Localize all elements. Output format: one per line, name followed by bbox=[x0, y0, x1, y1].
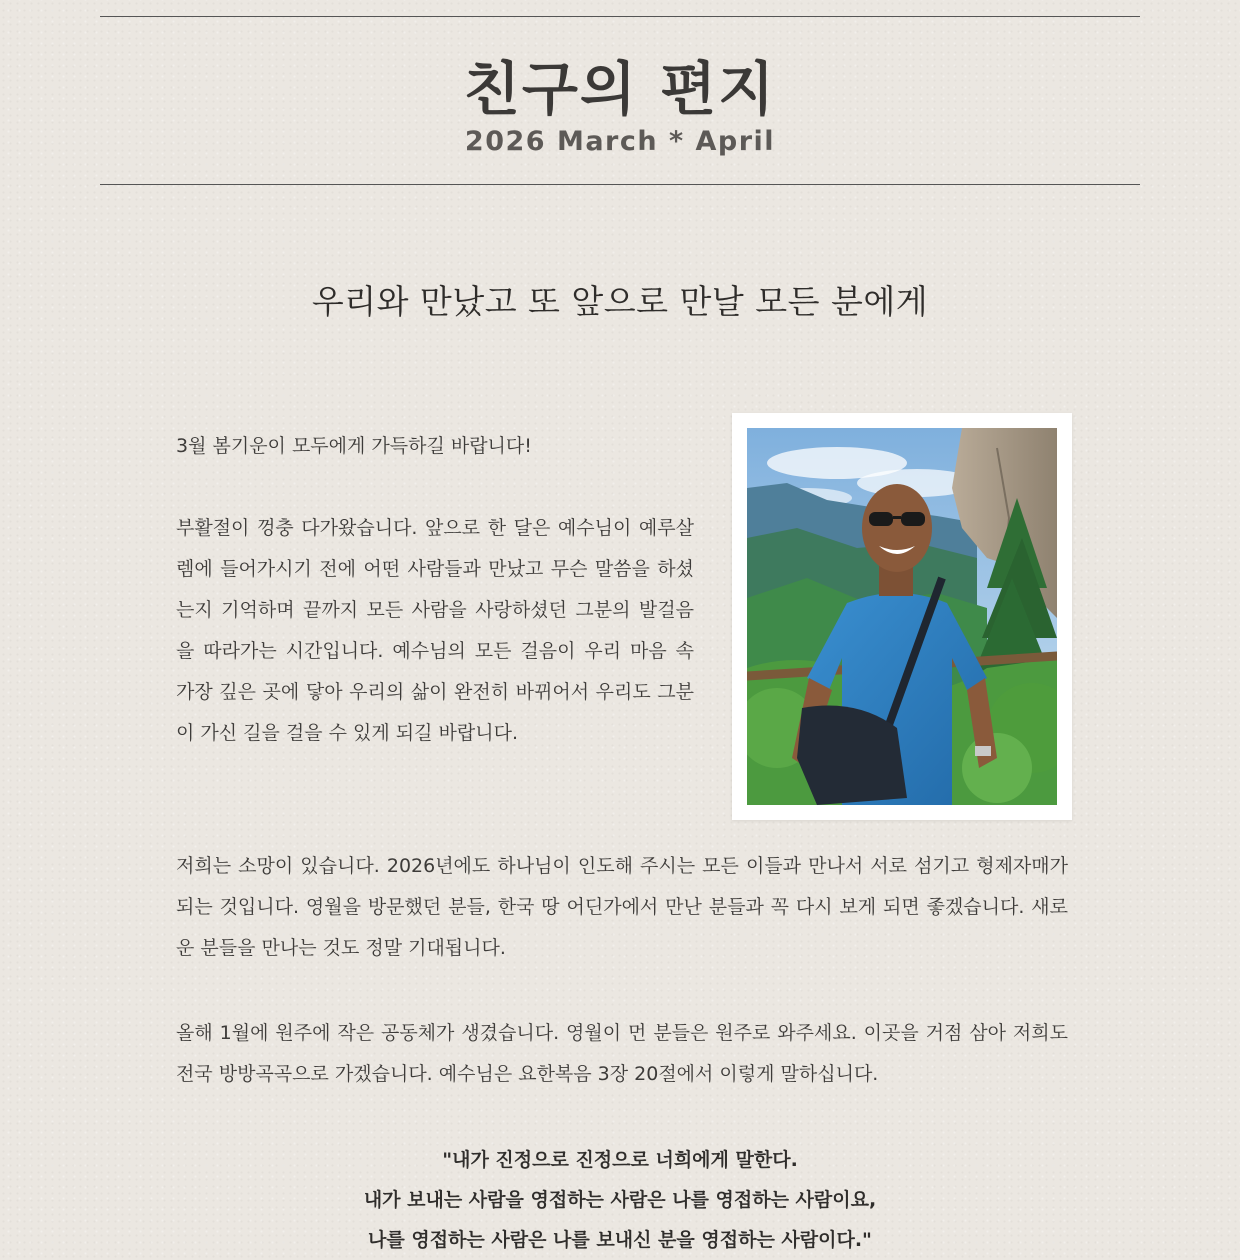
scripture-quote bbox=[0, 1140, 1240, 1260]
paragraph-easter: 부활절이 껑충 다가왔습니다. 앞으로 한 달은 예수님이 예루살렘에 들어가시기 전에 어떤 사람들과 만났고 무슨 말씀을 하셨는지 기억하며 끝까지 모든 사람을 사랑하셨던 그분의 발걸음을 따라가는 시간입니다. 예수님의 모든 걸음이 우리 마음 속 가장 깊은 곳에 닿아 우리의 삶이 완전히 바뀌어서 우리도 그분이 가신 길을 걸을 수 있게 되길 바랍니다. bbox=[176, 517, 694, 744]
paragraph-wonju: 올해 1월에 원주에 작은 공동체가 생겼습니다. 영월이 먼 분들은 원주로 와주세요. 이곳을 거점 삼아 저희도 전국 방방곡곡으로 가겠습니다. 예수님은 요한복음 3장 20절에서 이렇게 말하십니다. bbox=[176, 1022, 1068, 1085]
paragraph-hope: 저희는 소망이 있습니다. 2026년에도 하나님이 인도해 주시는 모든 이들과 만나서 서로 섬기고 형제자매가 되는 것입니다. 영월을 방문했던 분들, 한국 땅 어딘가에서 만난 분들과 꼭 다시 보게 되면 좋겠습니다. 새로운 분들을 만나는 것도 정말 기대됩니다. bbox=[176, 855, 1068, 959]
greeting-line: 3월 봄기운이 모두에게 가득하길 바랍니다! bbox=[176, 435, 532, 457]
top-divider bbox=[100, 16, 1140, 17]
portrait-photo bbox=[747, 428, 1057, 805]
letter-heading: 우리와 만났고 또 앞으로 만날 모든 분에게 bbox=[311, 282, 929, 321]
masthead-date: 2026 March * April bbox=[464, 126, 776, 157]
photo-frame bbox=[732, 413, 1072, 820]
quote-line: 나를 영접하는 사람은 나를 보내신 분을 영접하는 사람이다." bbox=[368, 1229, 872, 1251]
masthead-title: 친구의 편지 bbox=[463, 55, 777, 123]
quote-line: "내가 진정으로 진정으로 너희에게 말한다. bbox=[442, 1149, 798, 1171]
masthead-divider bbox=[100, 184, 1140, 185]
quote-line: 내가 보내는 사람을 영접하는 사람은 나를 영접하는 사람이요, bbox=[363, 1189, 877, 1211]
